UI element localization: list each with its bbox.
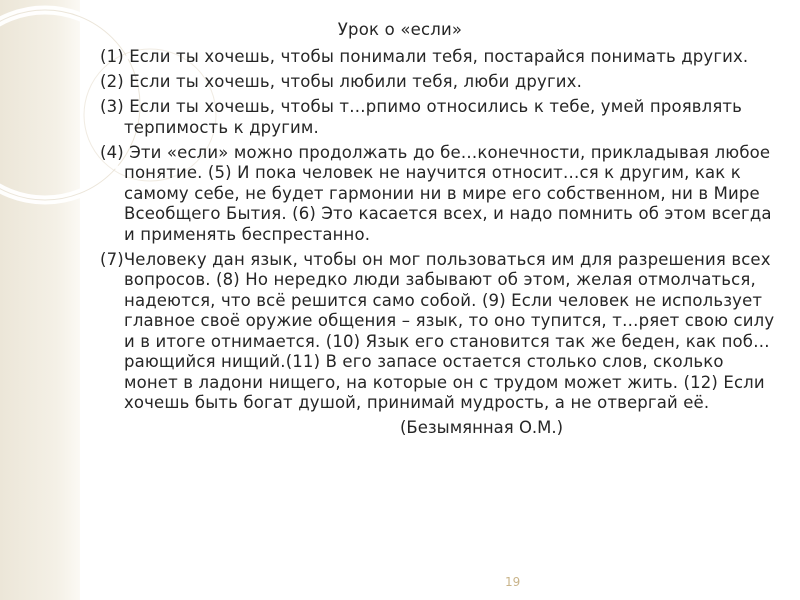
page-number: 19 <box>505 575 521 589</box>
author-attribution: (Безымянная О.М.) <box>400 418 564 437</box>
slide-body <box>100 47 780 439</box>
paragraph: (1) Если ты хочешь, чтобы понимали тебя, постарайся понимать других. <box>100 47 749 66</box>
paragraph: (3) Если ты хочешь, чтобы т…рпимо относились к тебе, умей проявлять терпимость к другим. <box>100 97 743 137</box>
slide-title: Урок о «если» <box>337 20 463 39</box>
paragraph: (7)Человеку дан язык, чтобы он мог пользоваться им для разрешения всех вопросов. (8) Но нередко люди забывают об этом, желая отмолчаться, надеются, что всё решится само собой. (9) Если человек не использует главное своё оружие общения – язык, то оно тупится, т…ряет свою силу и в итоге отнимается. (10) Язык его становится так же беден, как поб…рающийся нищий.(11) В его запасе остается столько слов, сколько монет в ладони нищего, на которые он с трудом может жить. (12) Если хочешь быть богат душой, принимай мудрость, а не отвергай её. <box>100 249 775 412</box>
decorative-band <box>0 0 80 600</box>
paragraph: (2) Если ты хочешь, чтобы любили тебя, люби других. <box>100 72 582 91</box>
paragraph: (4) Эти «если» можно продолжать до бе…конечности, прикладывая любое понятие. (5) И пока человек не научится относит…ся к другим, как к самому себе, не будет гармонии ни в мире его собственном, ни в Мире Всеобщего Бытия. (6) Это касается всех, и надо помнить об этом всегда и применять беспрестанно. <box>100 142 772 244</box>
